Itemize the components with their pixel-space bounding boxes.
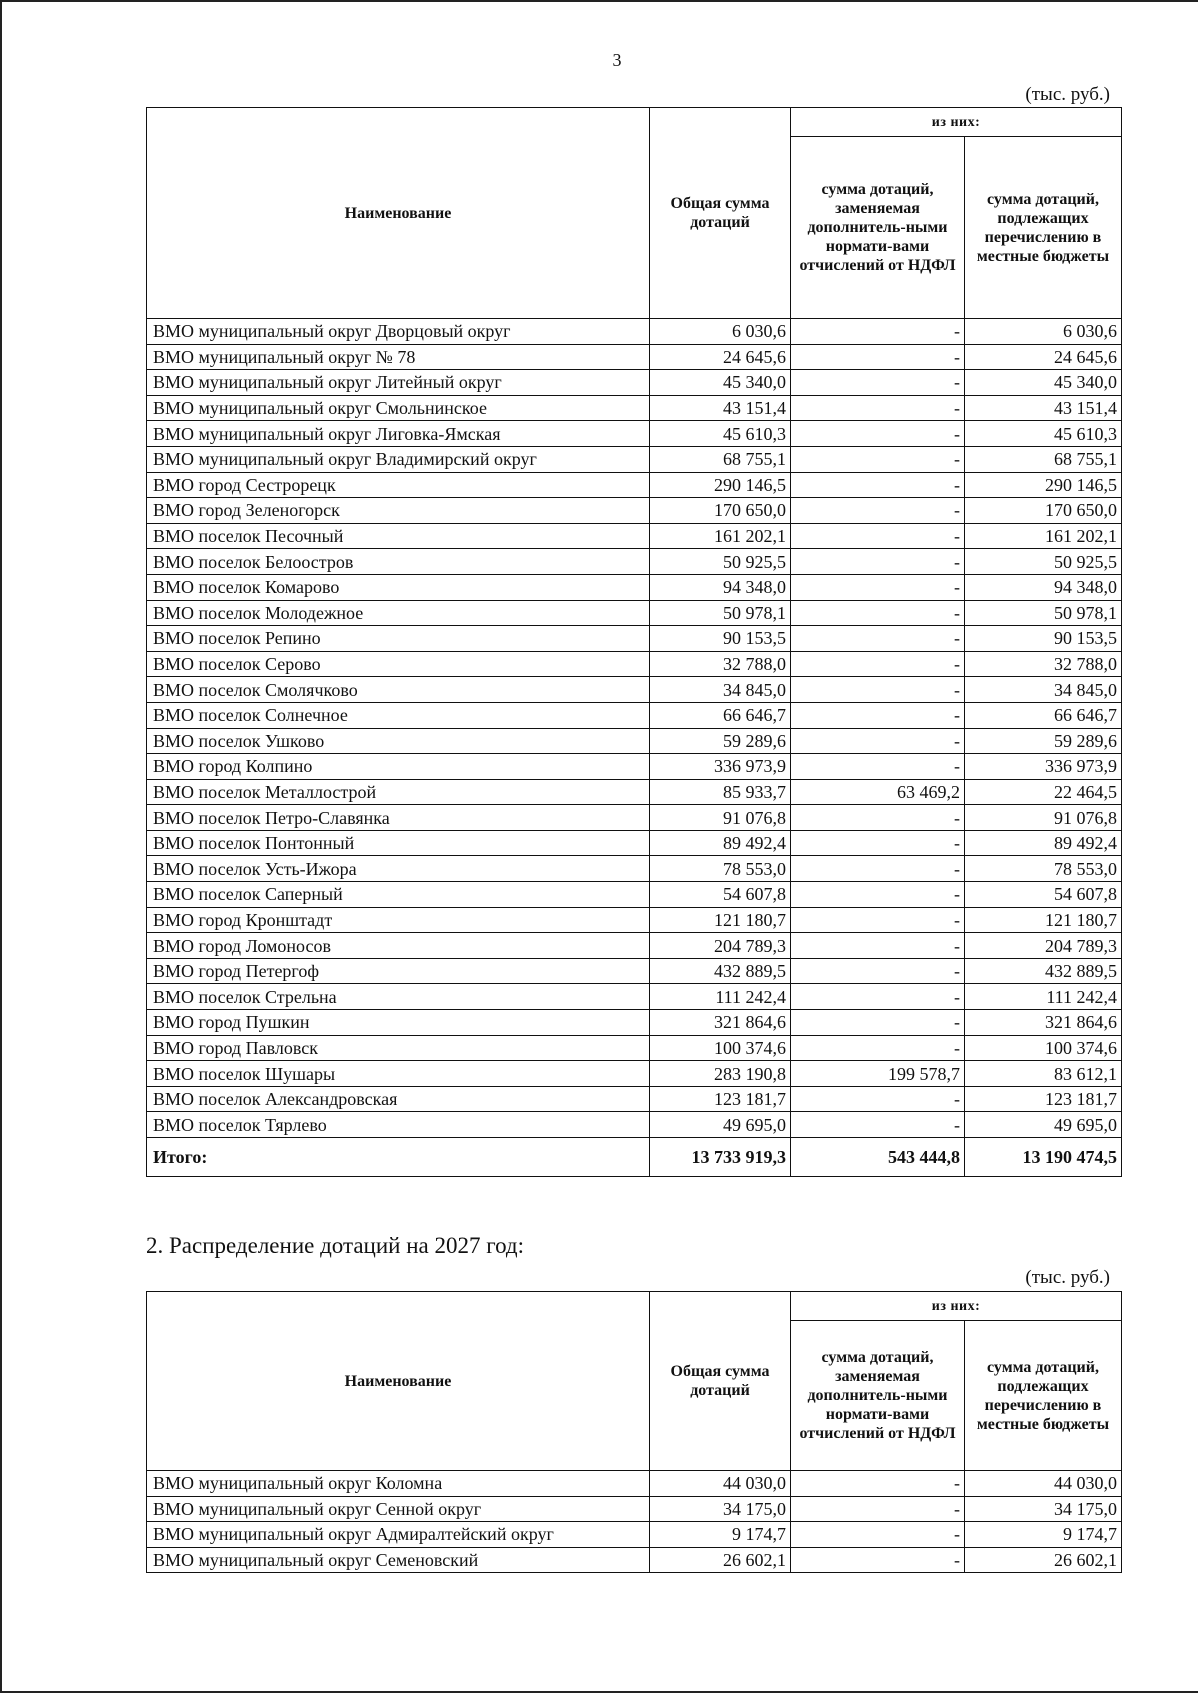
- header-replaced: сумма дотаций, заменяемая дополнитель-ными нормати-вами отчислений от НДФЛ: [791, 1321, 965, 1471]
- section-title-2027: 2. Распределение дотаций на 2027 год:: [146, 1233, 525, 1258]
- cell-replaced: -: [791, 856, 965, 882]
- cell-name: ВМО муниципальный округ № 78: [147, 344, 650, 370]
- table-row: [147, 984, 1122, 1010]
- cell-replaced: -: [791, 395, 965, 421]
- cell-name: ВМО поселок Комарово: [147, 574, 650, 600]
- table-row: [147, 1061, 1122, 1087]
- cell-replaced: -: [791, 1496, 965, 1522]
- cell-transfer: 45 610,3: [965, 421, 1122, 447]
- header-name: Наименование: [147, 1292, 650, 1471]
- cell-name: ВМО поселок Серово: [147, 651, 650, 677]
- cell-transfer: 32 788,0: [965, 651, 1122, 677]
- cell-replaced: 63 469,2: [791, 779, 965, 805]
- table-row: [147, 779, 1122, 805]
- table-row: [147, 421, 1122, 447]
- cell-transfer: 161 202,1: [965, 523, 1122, 549]
- table-row: [147, 523, 1122, 549]
- cell-replaced: -: [791, 933, 965, 959]
- cell-replaced: -: [791, 728, 965, 754]
- cell-total: 89 492,4: [650, 830, 791, 856]
- cell-total: 111 242,4: [650, 984, 791, 1010]
- cell-name: ВМО муниципальный округ Коломна: [147, 1471, 650, 1497]
- table-row: [147, 754, 1122, 780]
- cell-total: 43 151,4: [650, 395, 791, 421]
- table-row: [147, 395, 1122, 421]
- cell-replaced: -: [791, 830, 965, 856]
- cell-total: 34 845,0: [650, 677, 791, 703]
- table-row: [147, 728, 1122, 754]
- cell-transfer: 45 340,0: [965, 370, 1122, 396]
- cell-transfer: 34 845,0: [965, 677, 1122, 703]
- cell-total: 26 602,1: [650, 1547, 791, 1573]
- cell-name: ВМО поселок Стрельна: [147, 984, 650, 1010]
- cell-replaced: -: [791, 574, 965, 600]
- cell-replaced: -: [791, 907, 965, 933]
- cell-total: 68 755,1: [650, 446, 791, 472]
- table-row: [147, 600, 1122, 626]
- cell-name: ВМО город Петергоф: [147, 958, 650, 984]
- cell-name: ВМО город Зеленогорск: [147, 498, 650, 524]
- cell-total: 34 175,0: [650, 1496, 791, 1522]
- units-label-1: (тыс. руб.): [1025, 84, 1110, 105]
- table-row: [147, 651, 1122, 677]
- cell-replaced: -: [791, 1547, 965, 1573]
- table1-body: [147, 319, 1122, 1177]
- cell-name: ВМО поселок Солнечное: [147, 702, 650, 728]
- cell-total: 336 973,9: [650, 754, 791, 780]
- table-row: [147, 1471, 1122, 1497]
- table-row: [147, 549, 1122, 575]
- table-row: [147, 677, 1122, 703]
- cell-transfer: 111 242,4: [965, 984, 1122, 1010]
- cell-replaced: -: [791, 344, 965, 370]
- table-row: [147, 882, 1122, 908]
- cell-replaced: -: [791, 498, 965, 524]
- cell-total: 50 978,1: [650, 600, 791, 626]
- cell-transfer: 336 973,9: [965, 754, 1122, 780]
- cell-transfer: 44 030,0: [965, 1471, 1122, 1497]
- table-row: [147, 370, 1122, 396]
- cell-transfer: 94 348,0: [965, 574, 1122, 600]
- cell-total: 432 889,5: [650, 958, 791, 984]
- cell-name: ВМО поселок Белоостров: [147, 549, 650, 575]
- cell-replaced: -: [791, 523, 965, 549]
- table-row: [147, 1547, 1122, 1573]
- cell-name: ВМО город Сестрорецк: [147, 472, 650, 498]
- cell-name: ВМО муниципальный округ Адмиралтейский округ: [147, 1522, 650, 1548]
- cell-transfer: 290 146,5: [965, 472, 1122, 498]
- cell-transfer: 204 789,3: [965, 933, 1122, 959]
- cell-transfer: 22 464,5: [965, 779, 1122, 805]
- cell-replaced: -: [791, 1522, 965, 1548]
- cell-transfer: 83 612,1: [965, 1061, 1122, 1087]
- cell-transfer: 321 864,6: [965, 1010, 1122, 1036]
- units-label-2: (тыс. руб.): [1025, 1267, 1110, 1288]
- total-cell-total: 13 733 919,3: [650, 1138, 791, 1177]
- header-total: Общая сумма дотаций: [650, 1292, 791, 1471]
- cell-transfer: 90 153,5: [965, 626, 1122, 652]
- cell-transfer: 123 181,7: [965, 1086, 1122, 1112]
- cell-replaced: -: [791, 600, 965, 626]
- cell-replaced: -: [791, 1010, 965, 1036]
- cell-total: 91 076,8: [650, 805, 791, 831]
- table2-body: [147, 1471, 1122, 1573]
- cell-transfer: 34 175,0: [965, 1496, 1122, 1522]
- cell-total: 6 030,6: [650, 319, 791, 345]
- table-row: [147, 574, 1122, 600]
- cell-replaced: -: [791, 702, 965, 728]
- cell-total: 170 650,0: [650, 498, 791, 524]
- cell-transfer: 50 925,5: [965, 549, 1122, 575]
- cell-name: ВМО поселок Смолячково: [147, 677, 650, 703]
- cell-name: ВМО поселок Шушары: [147, 1061, 650, 1087]
- cell-total: 283 190,8: [650, 1061, 791, 1087]
- table-row: [147, 319, 1122, 345]
- table-row: [147, 344, 1122, 370]
- cell-name: ВМО поселок Металлострой: [147, 779, 650, 805]
- table-row: [147, 830, 1122, 856]
- cell-total: 78 553,0: [650, 856, 791, 882]
- cell-transfer: 43 151,4: [965, 395, 1122, 421]
- cell-name: ВМО поселок Ушково: [147, 728, 650, 754]
- cell-replaced: -: [791, 1471, 965, 1497]
- cell-transfer: 50 978,1: [965, 600, 1122, 626]
- table-row: [147, 958, 1122, 984]
- cell-total: 32 788,0: [650, 651, 791, 677]
- cell-name: ВМО муниципальный округ Литейный округ: [147, 370, 650, 396]
- cell-name: ВМО город Пушкин: [147, 1010, 650, 1036]
- cell-transfer: 89 492,4: [965, 830, 1122, 856]
- cell-total: 45 340,0: [650, 370, 791, 396]
- cell-name: ВМО поселок Саперный: [147, 882, 650, 908]
- cell-replaced: -: [791, 882, 965, 908]
- cell-replaced: -: [791, 1112, 965, 1138]
- cell-name: ВМО поселок Петро-Славянка: [147, 805, 650, 831]
- table-row: [147, 856, 1122, 882]
- header-transfer: сумма дотаций, подлежащих перечислению в местные бюджеты: [965, 1321, 1122, 1471]
- cell-replaced: -: [791, 958, 965, 984]
- table-row: [147, 1035, 1122, 1061]
- cell-name: ВМО муниципальный округ Владимирский округ: [147, 446, 650, 472]
- cell-total: 9 174,7: [650, 1522, 791, 1548]
- cell-replaced: -: [791, 446, 965, 472]
- cell-replaced: 199 578,7: [791, 1061, 965, 1087]
- table-row: [147, 1086, 1122, 1112]
- cell-replaced: -: [791, 370, 965, 396]
- cell-transfer: 91 076,8: [965, 805, 1122, 831]
- cell-total: 24 645,6: [650, 344, 791, 370]
- cell-total: 100 374,6: [650, 1035, 791, 1061]
- cell-name: ВМО поселок Репино: [147, 626, 650, 652]
- cell-name: ВМО поселок Молодежное: [147, 600, 650, 626]
- cell-replaced: -: [791, 754, 965, 780]
- header-total: Общая сумма дотаций: [650, 108, 791, 319]
- cell-total: 161 202,1: [650, 523, 791, 549]
- table-row: [147, 1112, 1122, 1138]
- cell-name: ВМО поселок Тярлево: [147, 1112, 650, 1138]
- cell-replaced: -: [791, 319, 965, 345]
- cell-transfer: 24 645,6: [965, 344, 1122, 370]
- cell-replaced: -: [791, 677, 965, 703]
- cell-name: ВМО город Кронштадт: [147, 907, 650, 933]
- cell-transfer: 121 180,7: [965, 907, 1122, 933]
- table-row: [147, 626, 1122, 652]
- cell-replaced: -: [791, 472, 965, 498]
- cell-name: ВМО поселок Александровская: [147, 1086, 650, 1112]
- cell-total: 121 180,7: [650, 907, 791, 933]
- cell-total: 123 181,7: [650, 1086, 791, 1112]
- cell-total: 94 348,0: [650, 574, 791, 600]
- cell-transfer: 54 607,8: [965, 882, 1122, 908]
- cell-name: ВМО муниципальный округ Смольнинское: [147, 395, 650, 421]
- cell-replaced: -: [791, 549, 965, 575]
- cell-name: ВМО муниципальный округ Дворцовый округ: [147, 319, 650, 345]
- cell-name: ВМО муниципальный округ Сенной округ: [147, 1496, 650, 1522]
- table-row: [147, 805, 1122, 831]
- cell-transfer: 66 646,7: [965, 702, 1122, 728]
- header-name: Наименование: [147, 108, 650, 319]
- subsidy-table-1: [146, 107, 1122, 1177]
- cell-total: 85 933,7: [650, 779, 791, 805]
- cell-transfer: 26 602,1: [965, 1547, 1122, 1573]
- table-row: [147, 907, 1122, 933]
- cell-replaced: -: [791, 421, 965, 447]
- cell-total: 45 610,3: [650, 421, 791, 447]
- cell-name: ВМО поселок Песочный: [147, 523, 650, 549]
- cell-replaced: -: [791, 651, 965, 677]
- cell-total: 54 607,8: [650, 882, 791, 908]
- total-row: [147, 1138, 1122, 1177]
- total-cell-transfer: 13 190 474,5: [965, 1138, 1122, 1177]
- header-of-them: из них:: [791, 108, 1122, 137]
- cell-replaced: -: [791, 1035, 965, 1061]
- header-transfer: сумма дотаций, подлежащих перечислению в местные бюджеты: [965, 137, 1122, 319]
- cell-total: 90 153,5: [650, 626, 791, 652]
- cell-replaced: -: [791, 1086, 965, 1112]
- cell-transfer: 100 374,6: [965, 1035, 1122, 1061]
- table-row: [147, 472, 1122, 498]
- cell-total: 50 925,5: [650, 549, 791, 575]
- header-of-them: из них:: [791, 1292, 1122, 1321]
- cell-name: ВМО муниципальный округ Лиговка-Ямская: [147, 421, 650, 447]
- table-row: [147, 1522, 1122, 1548]
- cell-replaced: -: [791, 984, 965, 1010]
- cell-total: 44 030,0: [650, 1471, 791, 1497]
- cell-transfer: 49 695,0: [965, 1112, 1122, 1138]
- cell-transfer: 68 755,1: [965, 446, 1122, 472]
- table-row: [147, 933, 1122, 959]
- table-row: [147, 498, 1122, 524]
- page-number: 3: [612, 50, 622, 70]
- cell-name: ВМО муниципальный округ Семеновский: [147, 1547, 650, 1573]
- cell-transfer: 59 289,6: [965, 728, 1122, 754]
- cell-total: 321 864,6: [650, 1010, 791, 1036]
- cell-total: 49 695,0: [650, 1112, 791, 1138]
- cell-replaced: -: [791, 626, 965, 652]
- cell-name: ВМО город Ломоносов: [147, 933, 650, 959]
- total-cell-replaced: 543 444,8: [791, 1138, 965, 1177]
- subsidy-table-2: [146, 1291, 1122, 1573]
- header-replaced: сумма дотаций, заменяемая дополнитель-ными нормати-вами отчислений от НДФЛ: [791, 137, 965, 319]
- cell-transfer: 170 650,0: [965, 498, 1122, 524]
- cell-transfer: 9 174,7: [965, 1522, 1122, 1548]
- total-cell-name: Итого:: [147, 1138, 650, 1177]
- cell-name: ВМО поселок Понтонный: [147, 830, 650, 856]
- table-row: [147, 1010, 1122, 1036]
- cell-total: 204 789,3: [650, 933, 791, 959]
- table-row: [147, 1496, 1122, 1522]
- cell-total: 66 646,7: [650, 702, 791, 728]
- cell-name: ВМО город Колпино: [147, 754, 650, 780]
- cell-transfer: 6 030,6: [965, 319, 1122, 345]
- cell-transfer: 78 553,0: [965, 856, 1122, 882]
- cell-replaced: -: [791, 805, 965, 831]
- cell-name: ВМО поселок Усть-Ижора: [147, 856, 650, 882]
- table-row: [147, 702, 1122, 728]
- cell-total: 59 289,6: [650, 728, 791, 754]
- cell-total: 290 146,5: [650, 472, 791, 498]
- cell-transfer: 432 889,5: [965, 958, 1122, 984]
- cell-name: ВМО город Павловск: [147, 1035, 650, 1061]
- table-row: [147, 446, 1122, 472]
